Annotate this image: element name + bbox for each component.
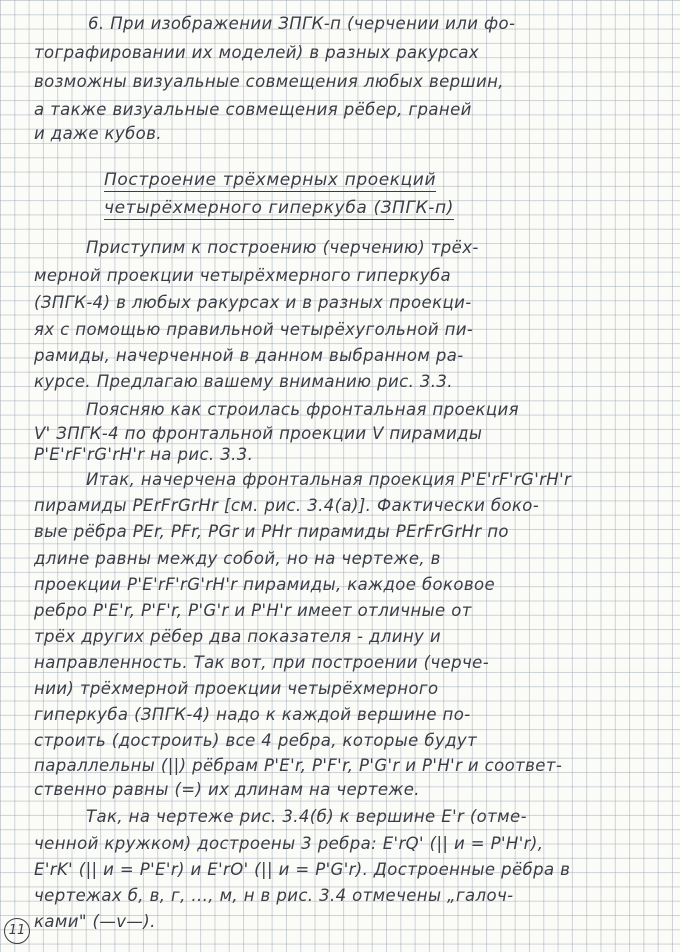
text-line: пирамиды PErFrGrHr [см. рис. 3.4(а)]. Фактически боко- [34,496,540,515]
text-line: длине равны между собой, но на чертеже, в [34,549,441,568]
text-line: возможны визуальные совмещения любых вершин, [34,72,504,91]
text-line: нии) трёхмерной проекции четырёхмерного [34,679,439,698]
text-line: ками" (—v—). [34,912,156,931]
text-line: ственно равны (=) их длинам на чертеже. [34,780,420,799]
text-line: Итак, начерчена фронтальная проекция P'E'rF'rG'rH'r [86,470,572,489]
text-line: P'E'rF'rG'rH'r на рис. 3.3. [34,445,254,464]
text-line: строить (достроить) все 4 ребра, которые будут [34,731,478,750]
text-line: Приступим к построению (черчению) трёх- [86,238,479,257]
text-line: а также визуальные совмещения рёбер, граней [34,100,472,119]
text-line: трёх других рёбер два показателя - длину и [34,627,441,646]
text-line: Так, на чертеже рис. 3.4(б) к вершине E'r (отме- [86,807,527,826]
text-line: ченной кружком) достроены 3 ребра: E'rQ' (|| и = P'H'r), [34,834,544,853]
text-line: тографировании их моделей) в разных ракурсах [34,43,480,62]
text-line: 6. При изображении ЗПГК-п (черчении или фо- [88,14,516,33]
text-line: Поясняю как строилась фронтальная проекция [86,400,519,419]
text-line: ребро P'E'r, P'F'r, P'G'r и P'H'r имеет отличные от [34,601,472,620]
text-line: рамиды, начерченной в данном выбранном ра- [34,346,464,365]
text-line: вые рёбра PEr, PFr, PGr и PHr пирамиды PErFrGrHr по [34,522,509,541]
text-line: ях с помощью правильной четырёхугольной пи- [34,320,474,339]
text-line: (ЗПГК-4) в любых ракурсах и в разных проекци- [34,293,472,312]
text-line: мерной проекции четырёхмерного гиперкуба [34,266,452,285]
text-line: и даже кубов. [34,124,162,143]
text-line: чертежах б, в, г, ..., м, н в рис. 3.4 отмечены „галоч- [34,886,514,905]
page-number: 11 [4,918,30,944]
section-title-line: Построение трёхмерных проекций [104,170,437,190]
section-title-line: четырёхмерного гиперкуба (ЗПГК-п) [104,198,454,218]
text-line: направленность. Так вот, при построении (черче- [34,653,490,672]
text-line: гиперкуба (ЗПГК-4) надо к каждой вершине по- [34,705,471,724]
text-line: проекции P'E'rF'rG'rH'r пирамиды, каждое боковое [34,575,496,594]
text-line: курсе. Предлагаю вашему вниманию рис. 3.3. [34,372,453,391]
text-line: параллельны (||) рёбрам P'E'r, P'F'r, P'G'r и P'H'r и соответ- [34,756,563,775]
text-line: E'rK' (|| и = P'E'r) и E'rO' (|| и = P'G'r). Достроенные рёбра в [34,860,571,879]
text-line: V' ЗПГК-4 по фронтальной проекции V пирамиды [34,424,483,443]
